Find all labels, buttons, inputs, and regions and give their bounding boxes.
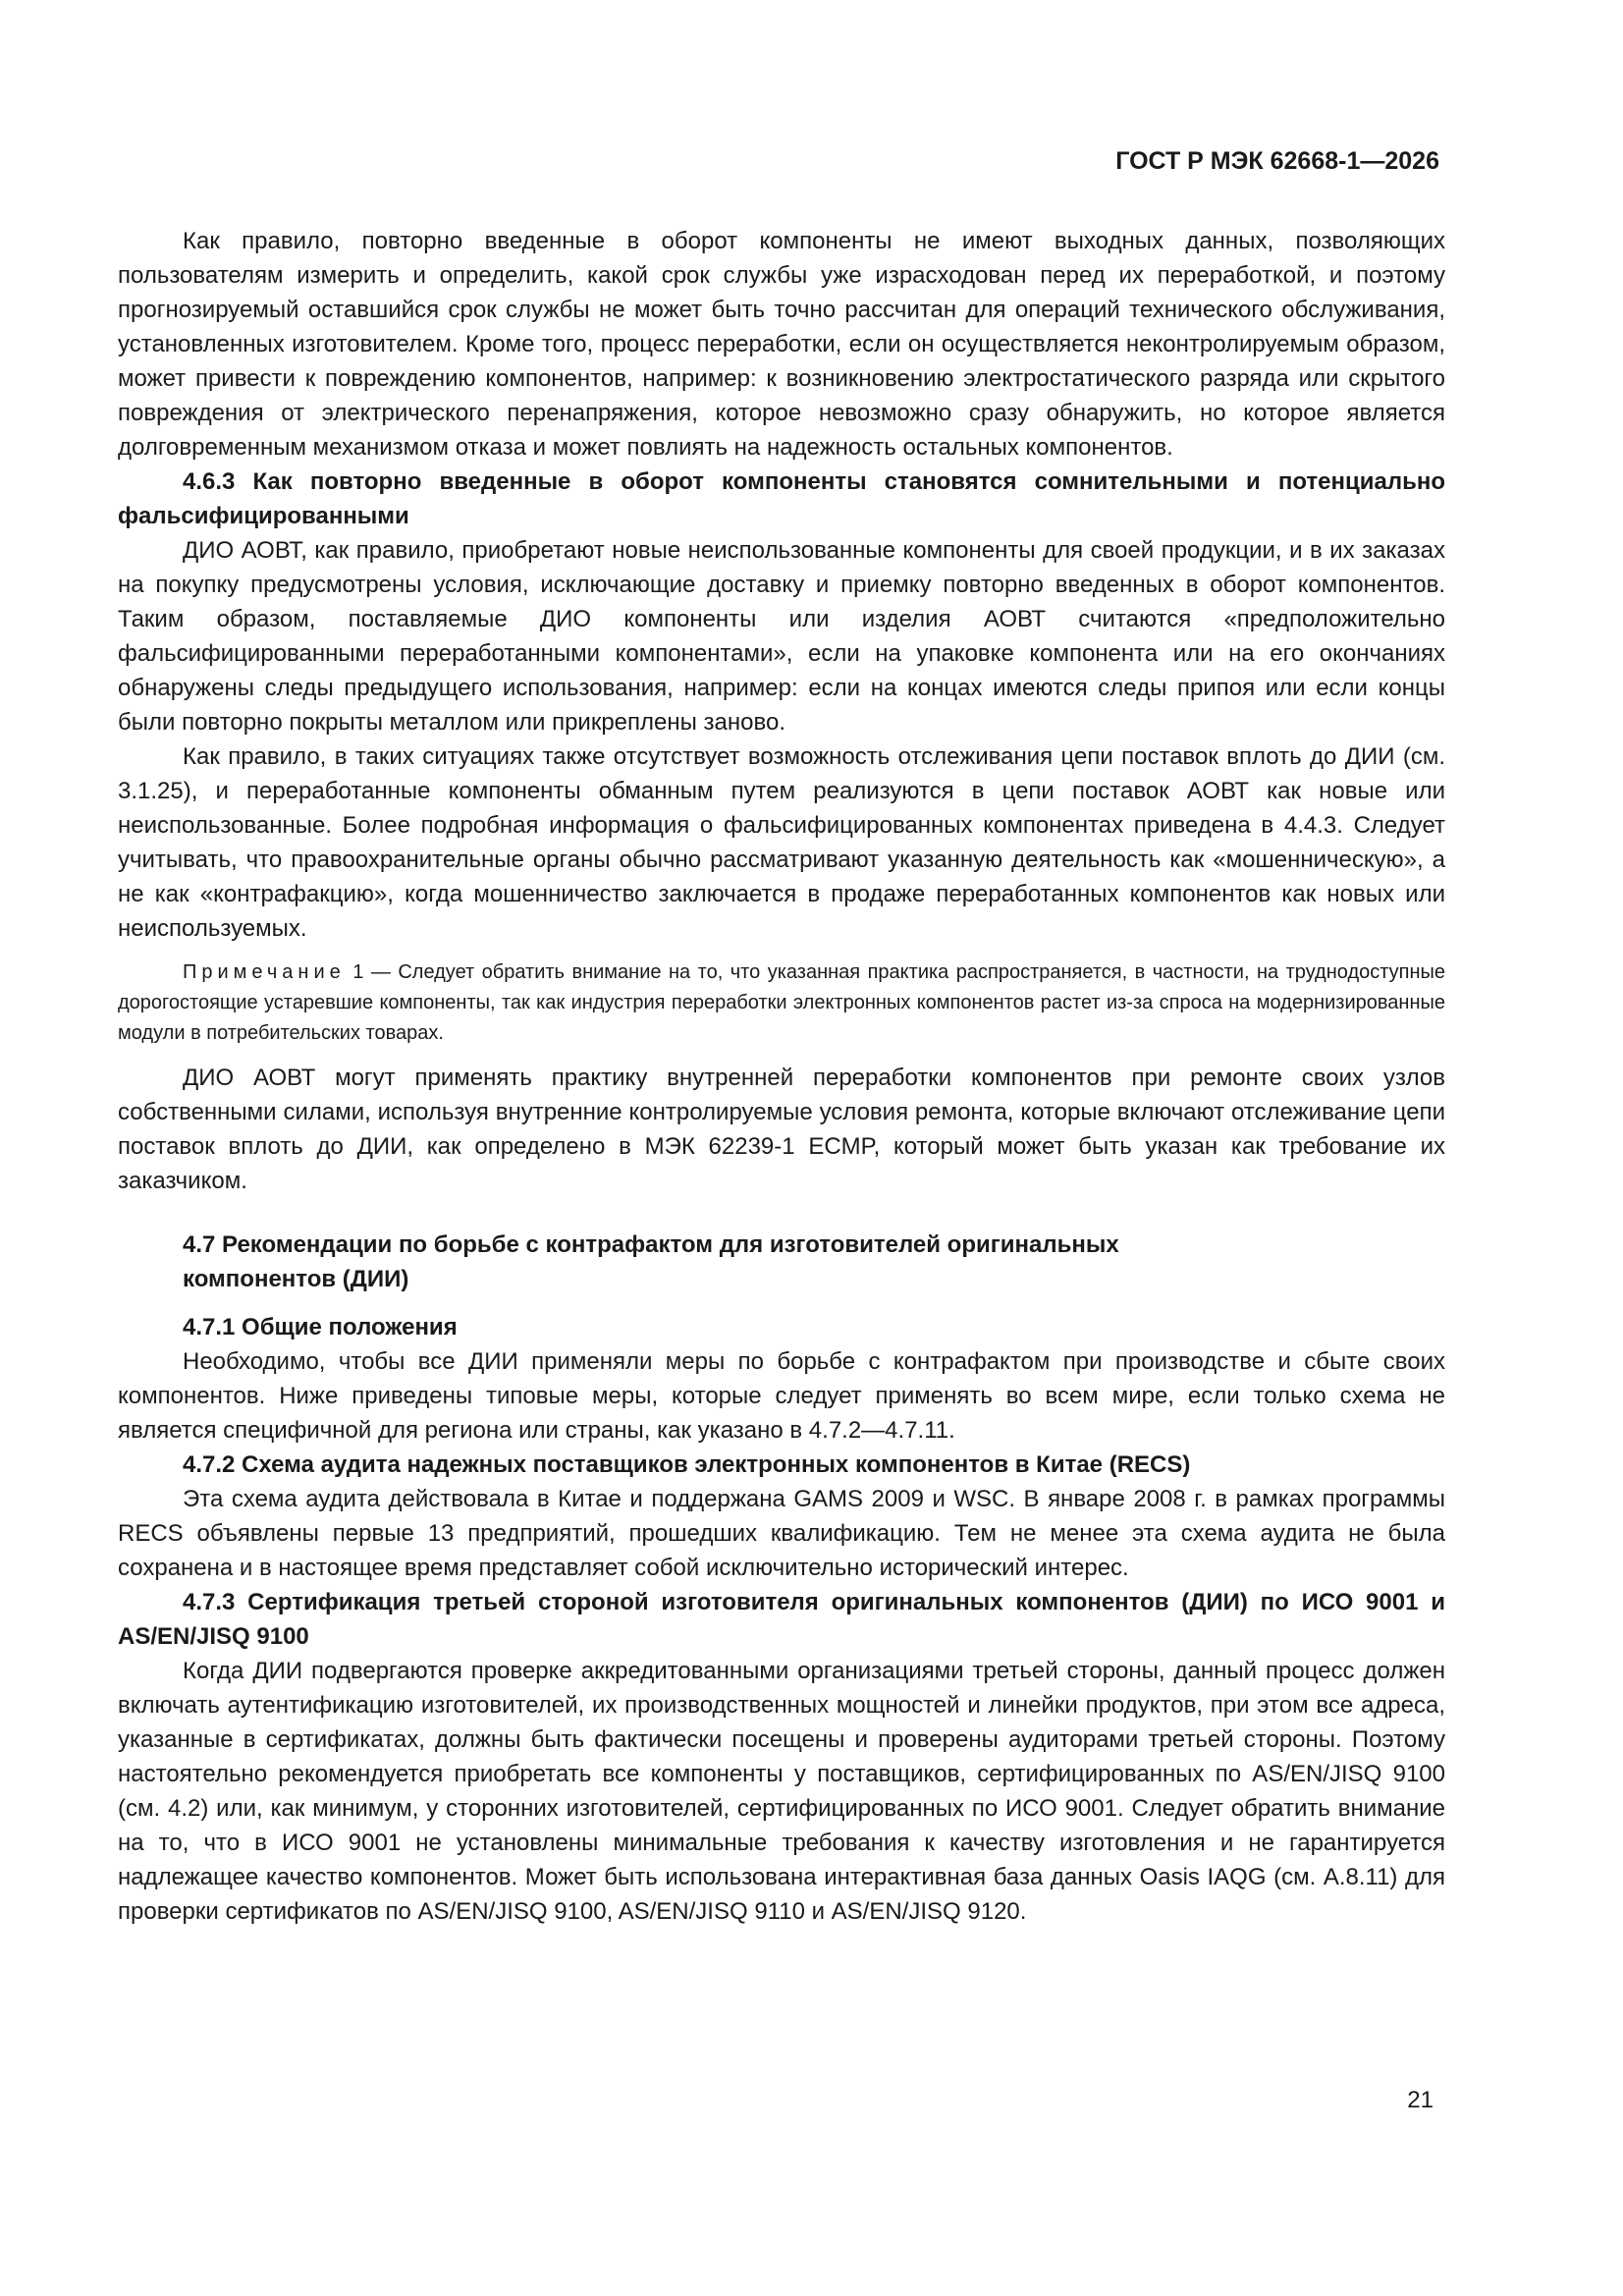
- paragraph: Когда ДИИ подвергаются проверке аккредитованными организациями третьей стороны, данный процесс должен включать аутентификацию изготовителей, их производственных мощностей и линейки продуктов, при этом все адреса, указанные в сертификатах, должны быть фактически посещены и проверены аудиторами третьей стороны. Поэтому настоятельно рекомендуется приобретать все компоненты у поставщиков, сертифицированных по AS/EN/JISQ 9100 (см. 4.2) или, как минимум, у сторонних изготовителей, сертифицированных по ИСО 9001. Следует обратить внимание на то, что в ИСО 9001 не установлены минимальные требования к качеству изготовления и не гарантируется надлежащее качество компонентов. Может быть использована интерактивная база данных Oasis IAQG (см. А.8.11) для проверки сертификатов по AS/EN/JISQ 9100, AS/EN/JISQ 9110 и AS/EN/JISQ 9120.: [118, 1658, 1445, 1925]
- section-heading-4-7-2: 4.7.2 Схема аудита надежных поставщиков электронных компонентов в Китае (RECS): [183, 1451, 1191, 1478]
- page-number: 21: [1407, 2087, 1434, 2113]
- section-heading-line: компонентов (ДИИ): [183, 1266, 409, 1292]
- paragraph: Эта схема аудита действовала в Китае и поддержана GAMS 2009 и WSC. В январе 2008 г. в рамках программы RECS объявлены первые 13 предприятий, прошедших квалификацию. Тем не менее эта схема аудита не была сохранена и в настоящее время представляет собой исключительно исторический интерес.: [118, 1486, 1445, 1581]
- document-body: [118, 224, 1445, 1929]
- paragraph: Необходимо, чтобы все ДИИ применяли меры по борьбе с контрафактом при производстве и сбыте своих компонентов. Ниже приведены типовые меры, которые следует применять во всем мире, если только схема не является специфичной для региона или страны, как указано в 4.7.2—4.7.11.: [118, 1348, 1445, 1444]
- section-heading-4-6-3: 4.6.3 Как повторно введенные в оборот компоненты становятся сомнительными и потенциально фальсифицированными: [118, 468, 1445, 529]
- spacer: [118, 1198, 1445, 1228]
- section-heading-4-7-1: 4.7.1 Общие положения: [183, 1314, 458, 1340]
- paragraph: ДИО АОВТ могут применять практику внутренней переработки компонентов при ремонте своих узлов собственными силами, используя внутренние контролируемые условия ремонта, которые включают отслеживание цепи поставок вплоть до ДИИ, как определено в МЭК 62239-1 ECMP, который может быть указан как требование их заказчиком.: [118, 1065, 1445, 1194]
- section-heading-4-7: [118, 1228, 1445, 1296]
- document-id-header: ГОСТ Р МЭК 62668-1—2026: [1115, 147, 1439, 175]
- spacer: [118, 1296, 1445, 1310]
- paragraph: Как правило, повторно введенные в оборот компоненты не имеют выходных данных, позволяющих пользователям измерить и определить, какой срок службы уже израсходован перед их переработкой, и поэтому прогнозируемый оставшийся срок службы не может быть точно рассчитан для операций технического обслуживания, установленных изготовителем. Кроме того, процесс переработки, если он осуществляется неконтролируемым образом, может привести к повреждению компонентов, например: к возникновению электростатического разряда или скрытого повреждения от электрического перенапряжения, которое невозможно сразу обнаружить, но которое является долговременным механизмом отказа и может повлиять на надежность остальных компонентов.: [118, 228, 1445, 461]
- note-text: 1 — Следует обратить внимание на то, что указанная практика распространяется, в частности, на труднодоступные дорогостоящие устаревшие компоненты, так как индустрия переработки электронных компонентов растет из-за спроса на модернизированные модули в потребительских товарах.: [118, 961, 1445, 1044]
- paragraph: Как правило, в таких ситуациях также отсутствует возможность отслеживания цепи поставок вплоть до ДИИ (см. 3.1.25), и переработанные компоненты обманным путем реализуются в цепи поставок АОВТ как новые или неиспользованные. Более подробная информация о фальсифицированных компонентах приведена в 4.4.3. Следует учитывать, что правоохранительные органы обычно рассматривают указанную деятельность как «мошенническую», а не как «контрафакцию», когда мошенничество заключается в продаже переработанных компонентов как новых или неиспользуемых.: [118, 743, 1445, 942]
- paragraph: ДИО АОВТ, как правило, приобретают новые неиспользованные компоненты для своей продукции, и в их заказах на покупку предусмотрены условия, исключающие доставку и приемку повторно введенных в оборот компонентов. Таким образом, поставляемые ДИО компоненты или изделия АОВТ считаются «предположительно фальсифицированными переработанными компонентами», если на упаковке компонента или на его окончаниях обнаружены следы предыдущего использования, например: если на концах имеются следы припоя или если концы были повторно покрыты металлом или прикреплены заново.: [118, 537, 1445, 736]
- note: [118, 957, 1445, 1049]
- section-heading-line: 4.7 Рекомендации по борьбе с контрафактом для изготовителей оригинальных: [183, 1231, 1119, 1258]
- note-label: Примечание: [183, 961, 346, 983]
- section-heading-4-7-3: 4.7.3 Сертификация третьей стороной изготовителя оригинальных компонентов (ДИИ) по ИСО 9001 и AS/EN/JISQ 9100: [118, 1589, 1445, 1650]
